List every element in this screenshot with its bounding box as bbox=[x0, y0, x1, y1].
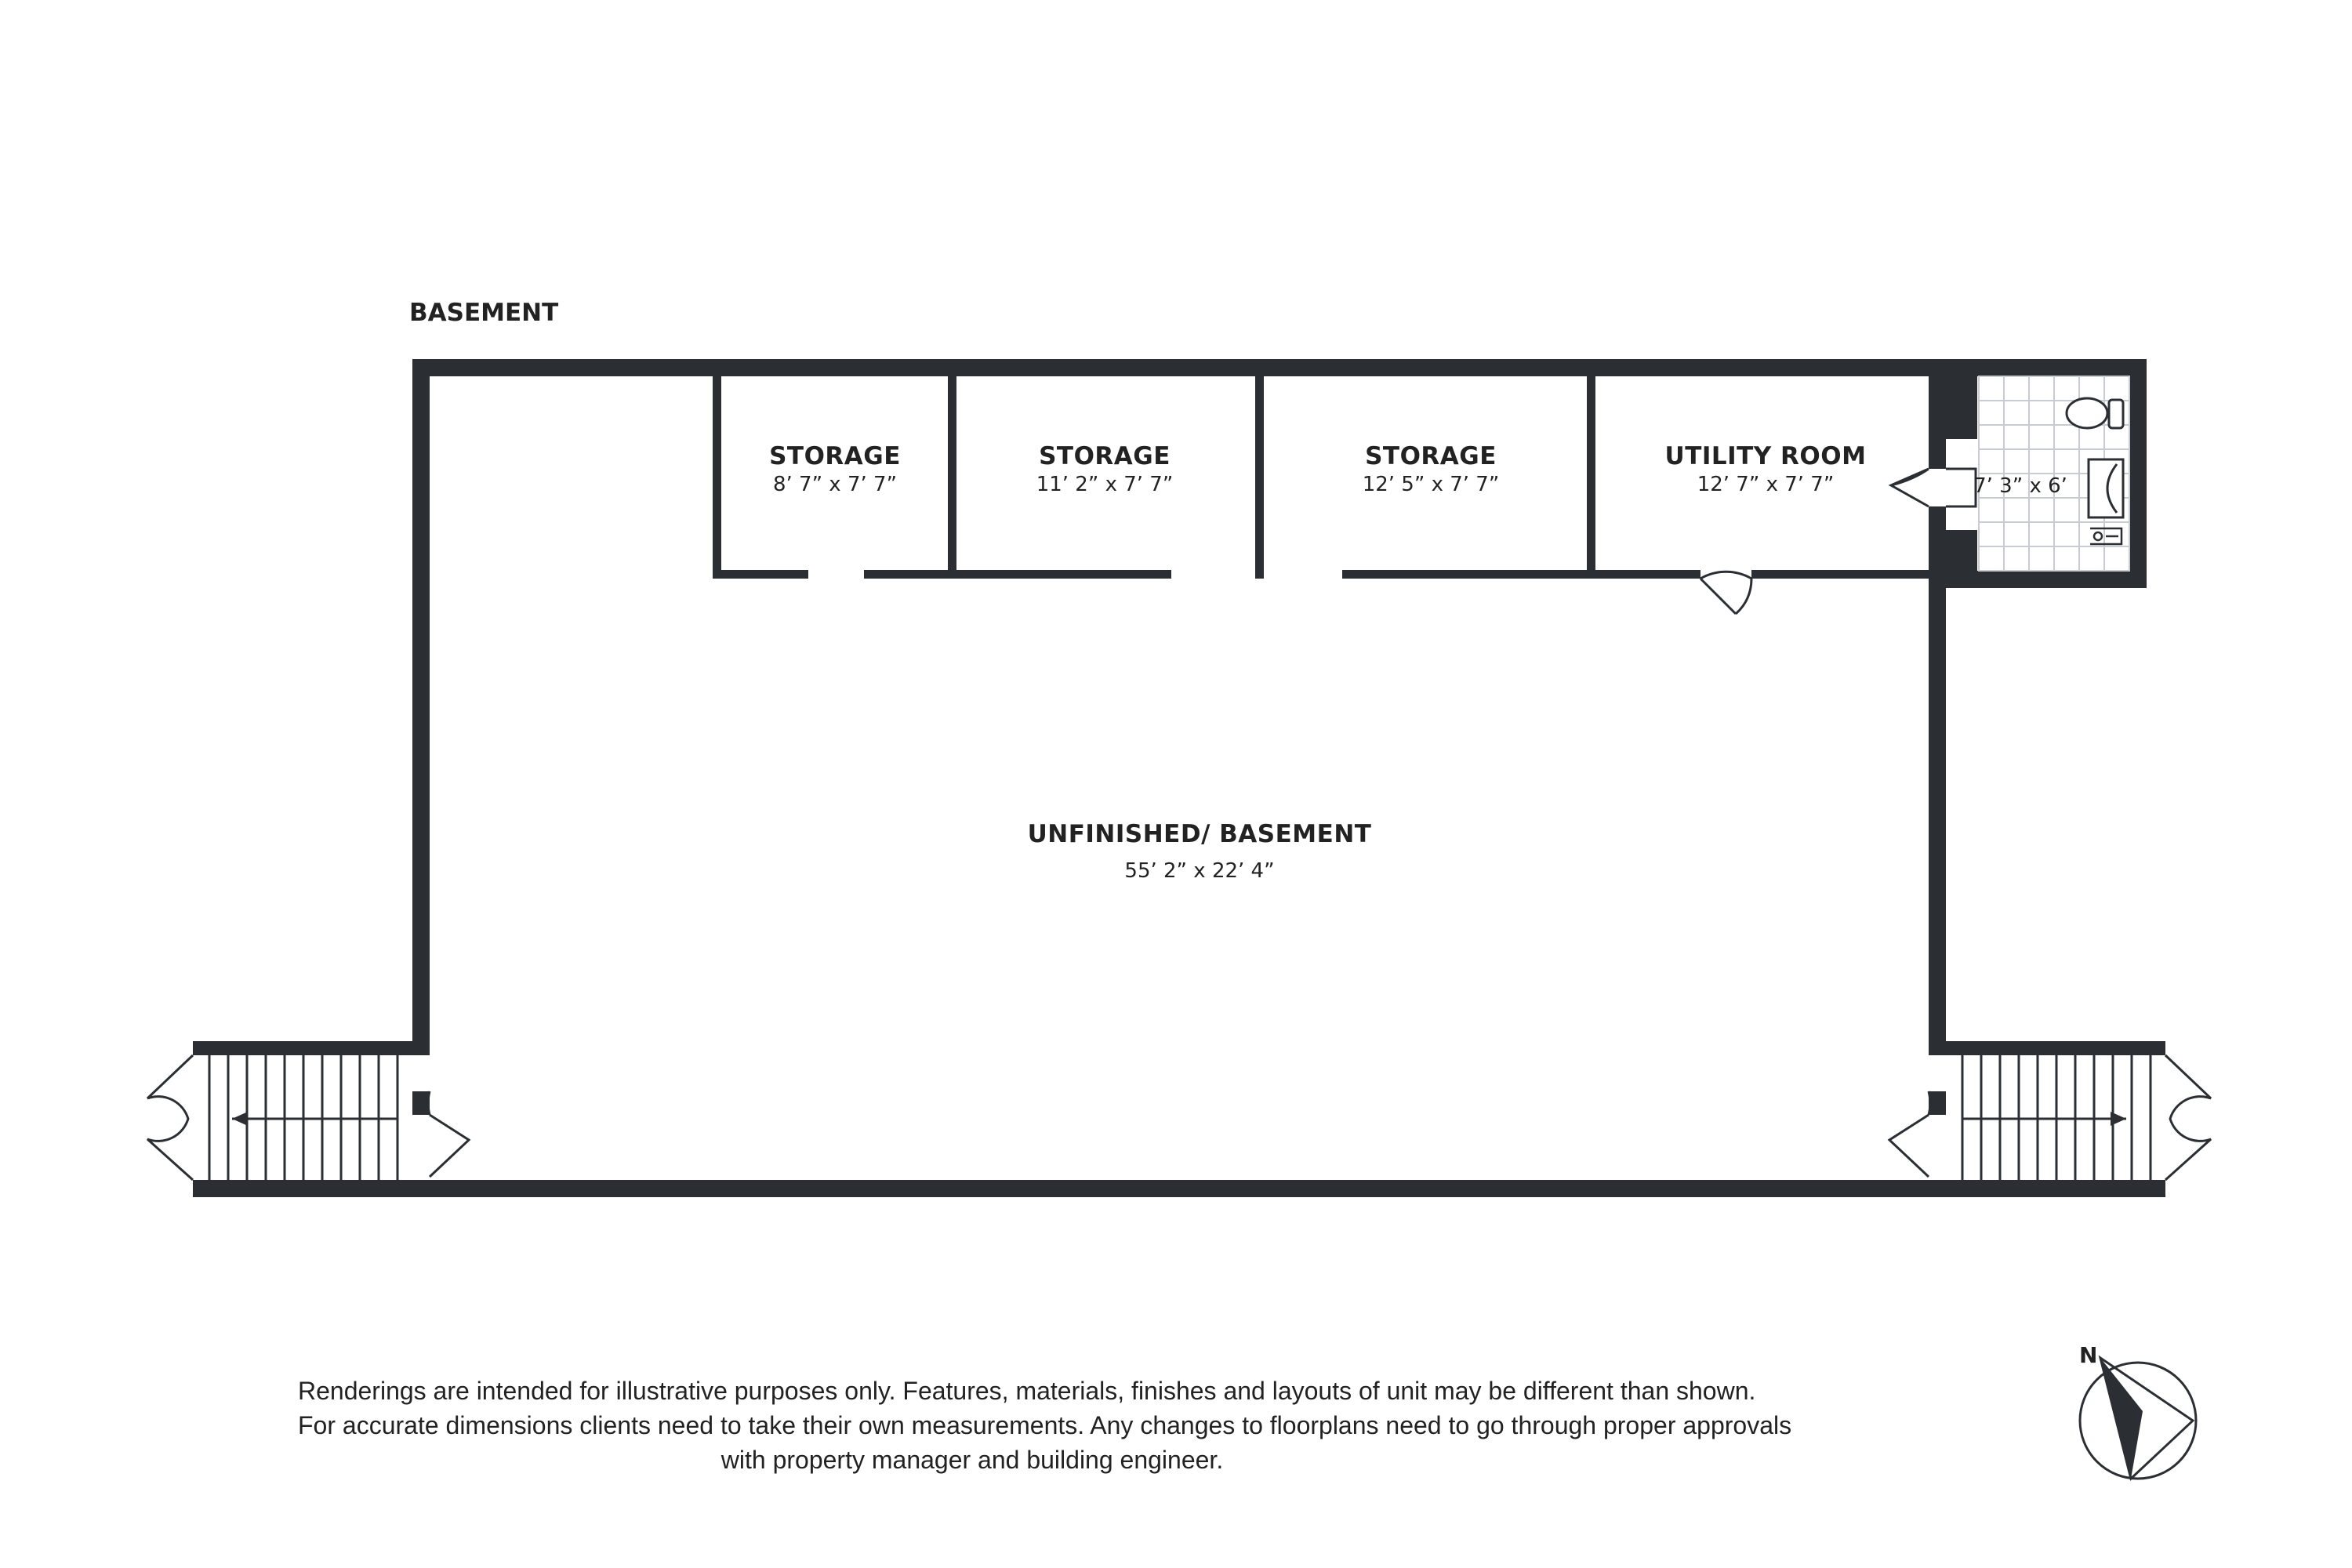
shower-icon bbox=[2090, 528, 2122, 544]
room-label-storage-2: STORAGE bbox=[1039, 442, 1171, 470]
disclaimer bbox=[298, 1374, 1792, 1477]
compass-north-arrow-icon bbox=[2079, 1342, 2196, 1479]
room-dims-utility-room: 12’ 7” x 7’ 7” bbox=[1697, 473, 1835, 496]
room-label-unfinished-basement: UNFINISHED/ BASEMENT bbox=[1027, 820, 1372, 848]
stairs-right bbox=[1962, 1055, 2211, 1180]
room-label-utility-room: UTILITY ROOM bbox=[1664, 442, 1867, 470]
compass-label: N bbox=[2079, 1342, 2098, 1368]
room-dims-bathroom: 7’ 3” x 6’ bbox=[1973, 474, 2067, 498]
disclaimer-line: Renderings are intended for illustrative purposes only. Features, materials, finishes and layouts of unit may be different than shown. bbox=[298, 1377, 1756, 1405]
disclaimer-line: For accurate dimensions clients need to take their own measurements. Any changes to floorplans need to go through proper approvals bbox=[298, 1411, 1792, 1439]
floor-title: BASEMENT bbox=[409, 299, 559, 327]
exterior-walls bbox=[193, 359, 2165, 1197]
room-dims-storage-3: 12’ 5” x 7’ 7” bbox=[1362, 473, 1500, 496]
stairs-left bbox=[147, 1055, 398, 1180]
disclaimer-line: with property manager and building engineer. bbox=[720, 1446, 1224, 1474]
room-dims-storage-1: 8’ 7” x 7’ 7” bbox=[772, 473, 898, 496]
room-label-storage-3: STORAGE bbox=[1365, 442, 1497, 470]
room-dims-unfinished-basement: 55’ 2” x 22’ 4” bbox=[1124, 859, 1275, 883]
sink-icon bbox=[2089, 459, 2123, 517]
toilet-icon bbox=[2067, 398, 2123, 428]
room-label-storage-1: STORAGE bbox=[769, 442, 901, 470]
room-dims-storage-2: 11’ 2” x 7’ 7” bbox=[1036, 473, 1174, 496]
